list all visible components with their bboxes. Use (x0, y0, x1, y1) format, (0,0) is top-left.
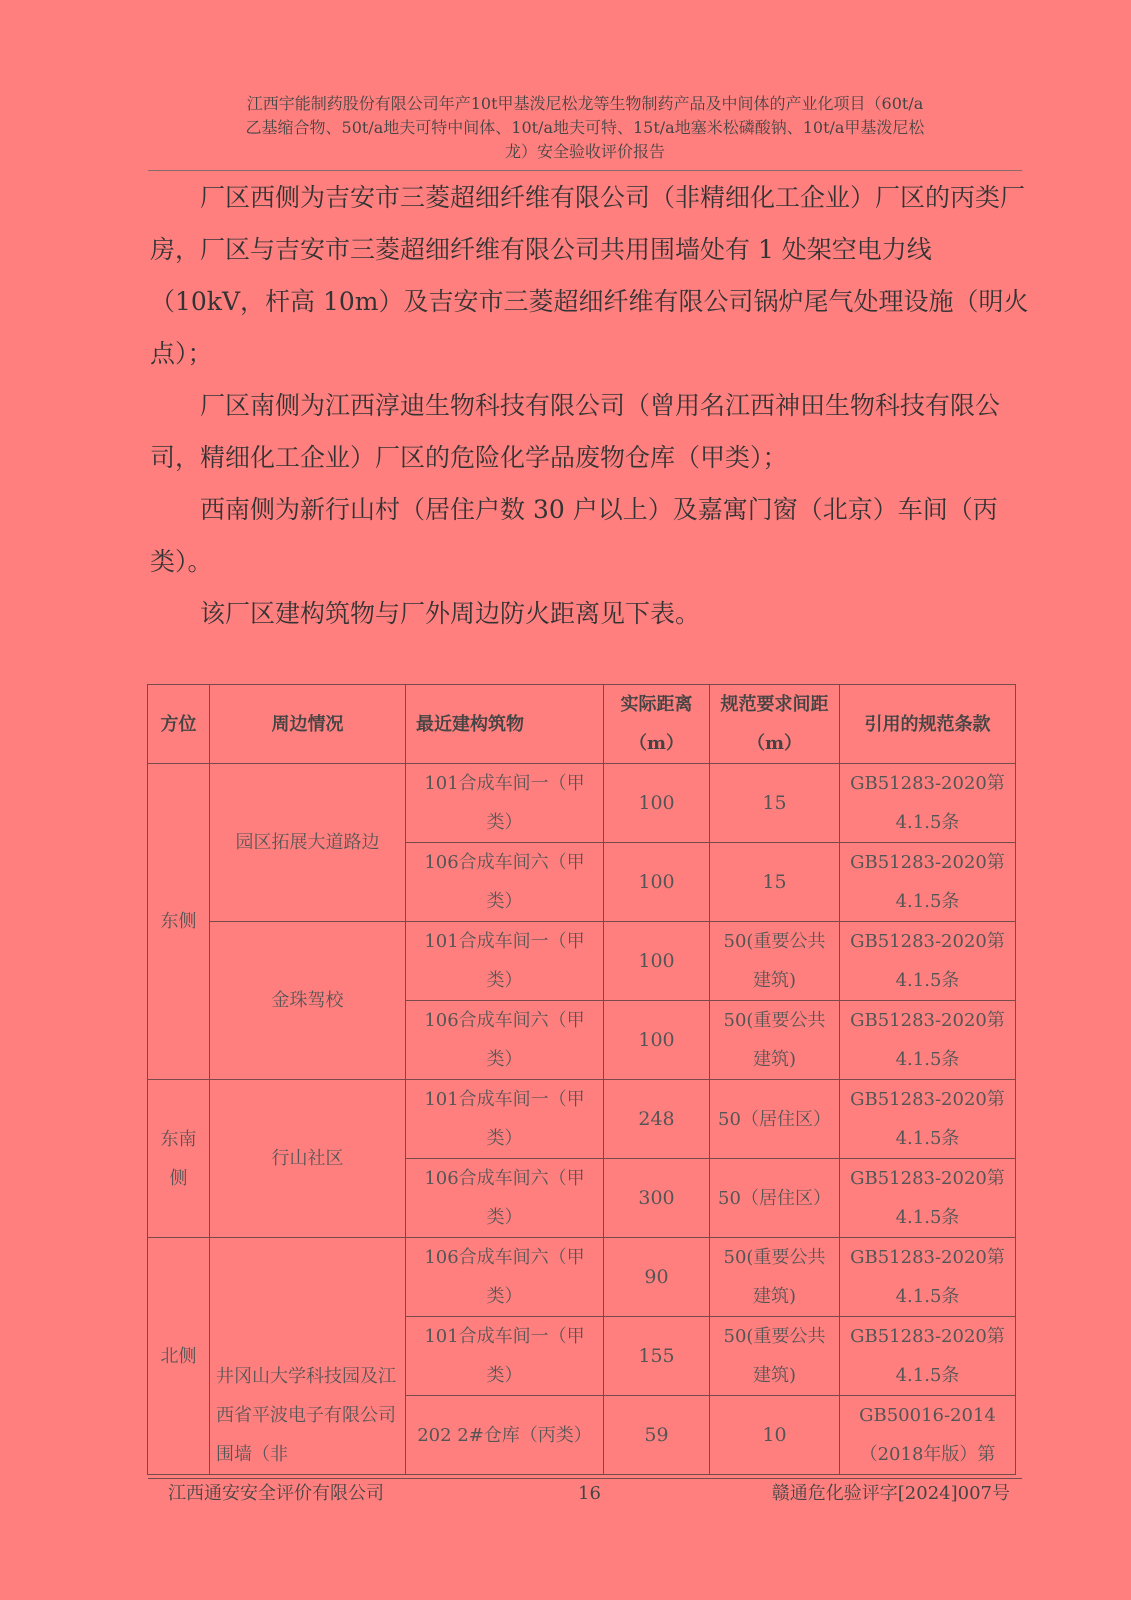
direction-cell: 东南侧 (148, 1080, 210, 1238)
header-line-2: 乙基缩合物、50t/a地夫可特中间体、10t/a地夫可特、15t/a地塞米松磷酸钠、10t/a甲基泼尼松 (245, 118, 925, 137)
actual-distance-cell: 300 (604, 1159, 710, 1238)
header-divider (148, 170, 1022, 171)
header-line-1: 江西宇能制药股份有限公司年产10t甲基泼尼松龙等生物制药产品及中间体的产业化项目（60t/a (246, 94, 924, 113)
direction-cell: 北侧 (148, 1238, 210, 1475)
header-code-clause: 引用的规范条款 (840, 685, 1016, 764)
surroundings-cell: 金珠驾校 (210, 922, 406, 1080)
table-row (148, 1080, 1016, 1159)
building-cell: 106合成车间六（甲类） (406, 1159, 604, 1238)
actual-distance-cell: 100 (604, 843, 710, 922)
required-distance-cell: 50(重要公共建筑) (710, 922, 840, 1001)
actual-distance-cell: 155 (604, 1317, 710, 1396)
body-text (150, 172, 1030, 640)
footer-divider (148, 1478, 1022, 1479)
surroundings-cell: 行山社区 (210, 1080, 406, 1238)
code-clause-cell: GB51283-2020第4.1.5条 (840, 1317, 1016, 1396)
paragraph-south: 厂区南侧为江西淳迪生物科技有限公司（曾用名江西神田生物科技有限公司，精细化工企业）厂区的危险化学品废物仓库（甲类）； (150, 391, 1001, 472)
actual-distance-cell: 90 (604, 1238, 710, 1317)
actual-distance-cell: 100 (604, 922, 710, 1001)
required-distance-cell: 50（居住区） (710, 1080, 840, 1159)
header-nearest-building: 最近建构筑物 (406, 685, 604, 764)
fire-distance-table (147, 684, 1016, 1475)
required-distance-cell: 50(重要公共建筑) (710, 1001, 840, 1080)
code-clause-cell: GB51283-2020第4.1.5条 (840, 1080, 1016, 1159)
header-required-distance: 规范要求间距（m） (710, 685, 840, 764)
direction-cell: 东侧 (148, 764, 210, 1080)
code-clause-cell: GB51283-2020第4.1.5条 (840, 922, 1016, 1001)
footer-doc-number: 赣通危化验评字[2024]007号 (771, 1483, 1010, 1504)
building-cell: 101合成车间一（甲类） (406, 922, 604, 1001)
actual-distance-cell: 100 (604, 764, 710, 843)
surroundings-cell: 井冈山大学科技园及江西省平波电子有限公司围墙（非 (210, 1238, 406, 1475)
paragraph-table-intro: 该厂区建构筑物与厂外周边防火距离见下表。 (200, 599, 701, 628)
paragraph-west: 厂区西侧为吉安市三菱超细纤维有限公司（非精细化工企业）厂区的丙类厂房，厂区与吉安市三菱超细纤维有限公司共用围墙处有 1 处架空电力线（10kV，杆高 10m）及吉安市三菱超细纤维有限公司锅炉尾气处理设施（明火点）； (150, 183, 1029, 368)
code-clause-cell: GB51283-2020第4.1.5条 (840, 1238, 1016, 1317)
required-distance-cell: 50（居住区） (710, 1159, 840, 1238)
required-distance-cell: 15 (710, 764, 840, 843)
running-header (150, 92, 1020, 164)
required-distance-cell: 10 (710, 1396, 840, 1475)
building-cell: 101合成车间一（甲类） (406, 1080, 604, 1159)
table-row (148, 1238, 1016, 1317)
code-clause-cell: GB51283-2020第4.1.5条 (840, 764, 1016, 843)
building-cell: 106合成车间六（甲类） (406, 1001, 604, 1080)
building-cell: 101合成车间一（甲类） (406, 764, 604, 843)
building-cell: 106合成车间六（甲类） (406, 1238, 604, 1317)
required-distance-cell: 50(重要公共建筑) (710, 1317, 840, 1396)
surroundings-cell: 园区拓展大道路边 (210, 764, 406, 922)
table-row (148, 922, 1016, 1001)
header-actual-distance: 实际距离（m） (604, 685, 710, 764)
header-direction: 方位 (148, 685, 210, 764)
required-distance-cell: 15 (710, 843, 840, 922)
footer-company: 江西通安安全评价有限公司 (168, 1483, 384, 1504)
code-clause-cell: GB51283-2020第4.1.5条 (840, 1001, 1016, 1080)
code-clause-cell: GB51283-2020第4.1.5条 (840, 1159, 1016, 1238)
table-header-row (148, 685, 1016, 764)
actual-distance-cell: 248 (604, 1080, 710, 1159)
header-surroundings: 周边情况 (210, 685, 406, 764)
header-line-3: 龙）安全验收评价报告 (504, 142, 665, 161)
code-clause-cell: GB51283-2020第4.1.5条 (840, 843, 1016, 922)
table-row (148, 764, 1016, 843)
actual-distance-cell: 100 (604, 1001, 710, 1080)
fire-distance-table-wrapper (147, 684, 1016, 1475)
paragraph-southwest: 西南侧为新行山村（居住户数 30 户以上）及嘉寓门窗（北京）车间（丙类）。 (150, 495, 998, 576)
page-number: 16 (578, 1483, 601, 1504)
required-distance-cell: 50(重要公共建筑) (710, 1238, 840, 1317)
building-cell: 106合成车间六（甲类） (406, 843, 604, 922)
actual-distance-cell: 59 (604, 1396, 710, 1475)
code-clause-cell: GB50016-2014（2018年版）第 (840, 1396, 1016, 1475)
building-cell: 202 2#仓库（丙类） (406, 1396, 604, 1475)
building-cell: 101合成车间一（甲类） (406, 1317, 604, 1396)
